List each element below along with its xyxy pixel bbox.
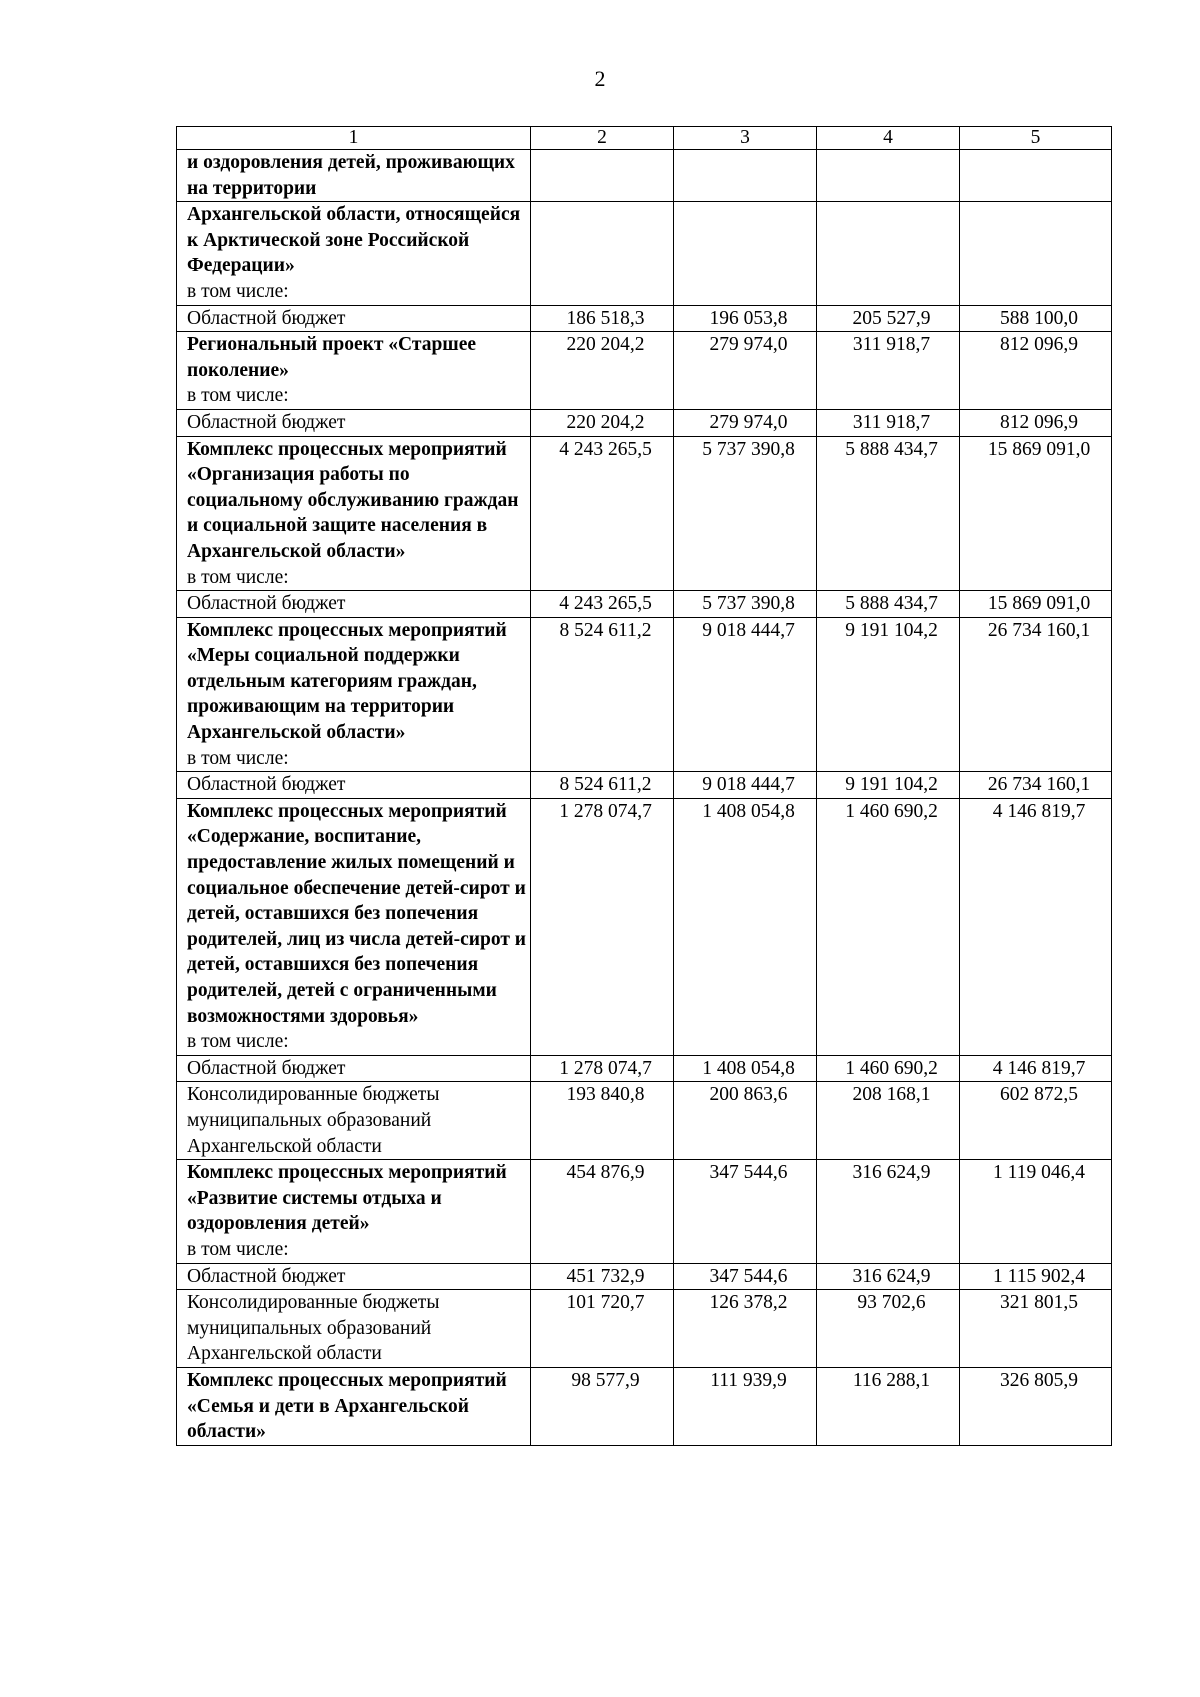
value-cell-col2: 4 243 265,5	[531, 436, 674, 591]
value-cell-col4: 316 624,9	[817, 1263, 960, 1290]
value-cell-col4: 5 888 434,7	[817, 591, 960, 618]
value-cell-col5: 26 734 160,1	[960, 772, 1112, 799]
value-cell-col2: 98 577,9	[531, 1367, 674, 1445]
value-cell-col3: 9 018 444,7	[674, 772, 817, 799]
value-cell-col5: 321 801,5	[960, 1290, 1112, 1368]
value-cell-col5	[960, 150, 1112, 202]
item-subtitle: Областной бюджет	[187, 774, 346, 796]
value-cell-col5: 15 869 091,0	[960, 436, 1112, 591]
table-row	[177, 332, 1112, 410]
value-cell-col4: 9 191 104,2	[817, 772, 960, 799]
value-cell-col3: 200 863,6	[674, 1082, 817, 1160]
table-row	[177, 1160, 1112, 1263]
value-cell-col3	[674, 202, 817, 305]
value-cell-col5: 1 119 046,4	[960, 1160, 1112, 1263]
row-label-cell	[177, 1160, 531, 1263]
value-cell-col3: 347 544,6	[674, 1160, 817, 1263]
value-cell-col2: 220 204,2	[531, 409, 674, 436]
table-row	[177, 409, 1112, 436]
row-label-cell	[177, 1055, 531, 1082]
value-cell-col4	[817, 150, 960, 202]
item-subtitle: Областной бюджет	[187, 411, 346, 433]
budget-table	[176, 126, 1112, 1446]
table-row	[177, 1082, 1112, 1160]
value-cell-col5: 15 869 091,0	[960, 591, 1112, 618]
row-label-cell	[177, 617, 531, 772]
value-cell-col5: 602 872,5	[960, 1082, 1112, 1160]
row-label-cell	[177, 305, 531, 332]
table-row	[177, 1263, 1112, 1290]
row-label-cell	[177, 1263, 531, 1290]
item-subtitle: в том числе:	[187, 747, 289, 769]
value-cell-col2	[531, 202, 674, 305]
value-cell-col5: 4 146 819,7	[960, 798, 1112, 1055]
row-label-cell	[177, 798, 531, 1055]
value-cell-col4: 311 918,7	[817, 332, 960, 410]
item-title: Комплекс процессных мероприятий «Развитие системы отдыха и оздоровления детей»	[187, 1162, 507, 1235]
item-subtitle: в том числе:	[187, 1238, 289, 1260]
table-row	[177, 202, 1112, 305]
item-subtitle: Областной бюджет	[187, 593, 346, 615]
value-cell-col5: 588 100,0	[960, 305, 1112, 332]
table-row	[177, 305, 1112, 332]
row-label-cell	[177, 202, 531, 305]
row-label-cell	[177, 1367, 531, 1445]
table-row	[177, 1367, 1112, 1445]
item-title: Комплекс процессных мероприятий «Семья и дети в Архангельской области»	[187, 1369, 507, 1443]
value-cell-col4: 316 624,9	[817, 1160, 960, 1263]
table-row	[177, 1290, 1112, 1368]
value-cell-col4: 208 168,1	[817, 1082, 960, 1160]
item-subtitle: Областной бюджет	[187, 1057, 346, 1079]
value-cell-col5: 326 805,9	[960, 1367, 1112, 1445]
value-cell-col5: 4 146 819,7	[960, 1055, 1112, 1082]
column-header: 2	[531, 127, 674, 150]
value-cell-col3: 126 378,2	[674, 1290, 817, 1368]
value-cell-col4: 93 702,6	[817, 1290, 960, 1368]
row-label-cell	[177, 409, 531, 436]
item-title: Архангельской области, относящейся к Арктической зоне Российской Федерации»	[187, 204, 521, 277]
value-cell-col2: 1 278 074,7	[531, 1055, 674, 1082]
item-subtitle: Консолидированные бюджеты муниципальных образований Архангельской области	[187, 1292, 440, 1365]
value-cell-col5	[960, 202, 1112, 305]
table-row	[177, 798, 1112, 1055]
value-cell-col5: 1 115 902,4	[960, 1263, 1112, 1290]
row-label-cell	[177, 332, 531, 410]
value-cell-col4	[817, 202, 960, 305]
item-title: Комплекс процессных мероприятий «Организация работы по социальному обслуживанию граждан и социальной защите населения в Архангельской области»	[187, 438, 519, 562]
row-label-cell	[177, 772, 531, 799]
item-title: Комплекс процессных мероприятий «Содержание, воспитание, предоставление жилых помещений и социальное обеспечение детей-сирот и детей, оставшихся без попечения родителей, лиц из числа детей-сирот и детей, оставшихся без попечения родителей, детей с ограниченными возможностями здоровья»	[187, 800, 527, 1027]
item-subtitle: в том числе:	[187, 566, 289, 588]
value-cell-col4: 9 191 104,2	[817, 617, 960, 772]
value-cell-col2: 8 524 611,2	[531, 617, 674, 772]
row-label-cell	[177, 1082, 531, 1160]
value-cell-col2: 451 732,9	[531, 1263, 674, 1290]
value-cell-col2: 1 278 074,7	[531, 798, 674, 1055]
table-row	[177, 772, 1112, 799]
value-cell-col3: 111 939,9	[674, 1367, 817, 1445]
item-subtitle: Консолидированные бюджеты муниципальных образований Архангельской области	[187, 1084, 440, 1157]
item-subtitle: Областной бюджет	[187, 1265, 346, 1287]
value-cell-col2: 220 204,2	[531, 332, 674, 410]
page-number: 2	[594, 66, 606, 91]
value-cell-col4: 5 888 434,7	[817, 436, 960, 591]
value-cell-col3: 196 053,8	[674, 305, 817, 332]
value-cell-col3: 347 544,6	[674, 1263, 817, 1290]
value-cell-col4: 116 288,1	[817, 1367, 960, 1445]
item-subtitle: Областной бюджет	[187, 307, 346, 329]
column-header: 5	[960, 127, 1112, 150]
value-cell-col2: 4 243 265,5	[531, 591, 674, 618]
item-title: Региональный проект «Старшее поколение»	[187, 334, 477, 381]
value-cell-col5: 812 096,9	[960, 332, 1112, 410]
row-label-cell	[177, 591, 531, 618]
value-cell-col3: 279 974,0	[674, 332, 817, 410]
table-row	[177, 591, 1112, 618]
table-row	[177, 436, 1112, 591]
value-cell-col4: 205 527,9	[817, 305, 960, 332]
value-cell-col3: 5 737 390,8	[674, 436, 817, 591]
value-cell-col3: 279 974,0	[674, 409, 817, 436]
value-cell-col3: 1 408 054,8	[674, 798, 817, 1055]
item-title: и оздоровления детей, проживающих на территории	[187, 152, 515, 199]
row-label-cell	[177, 436, 531, 591]
value-cell-col2: 186 518,3	[531, 305, 674, 332]
column-header: 4	[817, 127, 960, 150]
value-cell-col3	[674, 150, 817, 202]
value-cell-col4: 1 460 690,2	[817, 1055, 960, 1082]
value-cell-col2: 101 720,7	[531, 1290, 674, 1368]
row-label-cell	[177, 1290, 531, 1368]
value-cell-col5: 26 734 160,1	[960, 617, 1112, 772]
value-cell-col2: 8 524 611,2	[531, 772, 674, 799]
value-cell-col2	[531, 150, 674, 202]
table-row	[177, 1055, 1112, 1082]
value-cell-col4: 1 460 690,2	[817, 798, 960, 1055]
value-cell-col3: 5 737 390,8	[674, 591, 817, 618]
value-cell-col3: 9 018 444,7	[674, 617, 817, 772]
value-cell-col4: 311 918,7	[817, 409, 960, 436]
item-subtitle: в том числе:	[187, 385, 289, 407]
item-subtitle: в том числе:	[187, 1031, 289, 1053]
value-cell-col2: 454 876,9	[531, 1160, 674, 1263]
column-header: 1	[177, 127, 531, 150]
item-subtitle: в том числе:	[187, 280, 289, 302]
item-title: Комплекс процессных мероприятий «Меры социальной поддержки отдельным категориям граждан, проживающим на территории Архангельской области»	[187, 619, 507, 744]
value-cell-col5: 812 096,9	[960, 409, 1112, 436]
header-row	[177, 127, 1112, 150]
value-cell-col3: 1 408 054,8	[674, 1055, 817, 1082]
table-row	[177, 150, 1112, 202]
value-cell-col2: 193 840,8	[531, 1082, 674, 1160]
row-label-cell	[177, 150, 531, 202]
table-row	[177, 617, 1112, 772]
column-header: 3	[674, 127, 817, 150]
